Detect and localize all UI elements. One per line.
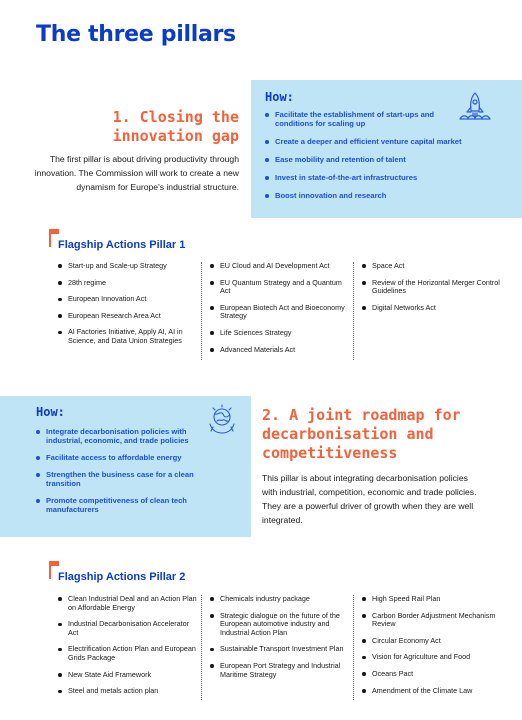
how-item: Boost innovation and research <box>265 191 465 200</box>
how-item: Promote competitiveness of clean tech manufacturers <box>36 496 206 514</box>
list-item: European Research Area Act <box>58 312 198 321</box>
page-title: The three pillars <box>36 22 236 47</box>
list-item: Steel and metals action plan <box>58 687 198 696</box>
list-item: Vision for Agriculture and Food <box>362 653 502 662</box>
pillar2-how-title: How: <box>36 405 65 419</box>
pillar1-heading <box>19 108 239 146</box>
flagship-pillar1-column3 <box>362 262 502 320</box>
pillar2-heading-line3: competitiveness <box>262 444 398 462</box>
how-item: Facilitate access to affordable energy <box>36 453 206 462</box>
column-divider <box>353 262 354 360</box>
flagship-pillar1-column1 <box>58 262 198 354</box>
how-item: Integrate decarbonisation policies with industrial, economic, and trade policies <box>36 427 206 445</box>
list-item: Start-up and Scale-up Strategy <box>58 262 198 271</box>
pillar1-heading-line2: innovation gap <box>112 127 239 145</box>
pillar1-how-list <box>265 110 465 209</box>
flagship-pillar2-column1 <box>58 595 198 704</box>
list-item: EU Cloud and AI Development Act <box>210 262 350 271</box>
how-item: Strengthen the business case for a clean transition <box>36 470 206 488</box>
pillar2-heading-line1: 2. A joint roadmap for <box>262 406 461 424</box>
list-item: Electrification Action Plan and European Grids Package <box>58 645 198 662</box>
list-item: European Port Strategy and Industrial Maritime Strategy <box>210 662 350 679</box>
list-item: New State Aid Framework <box>58 671 198 680</box>
list-item: Industrial Decarbonisation Accelerator Act <box>58 620 198 637</box>
flagship-pillar2-column2 <box>210 595 350 687</box>
pillar2-heading <box>262 406 502 463</box>
list-item: Chemicals industry package <box>210 595 350 604</box>
pillar1-heading-line1: 1. Closing the <box>112 108 239 126</box>
list-item: Review of the Horizontal Merger Control Guidelines <box>362 279 502 296</box>
list-item: European Innovation Act <box>58 295 198 304</box>
pillar1-how-title: How: <box>265 90 294 104</box>
column-divider <box>201 262 202 360</box>
flagship-pillar1-column2 <box>210 262 350 362</box>
column-divider <box>201 595 202 700</box>
column-divider <box>353 595 354 700</box>
list-item: High Speed Rail Plan <box>362 595 502 604</box>
pillar2-heading-line2: decarbonisation and <box>262 425 434 443</box>
flagship-pillar2-title: Flagship Actions Pillar 2 <box>58 571 186 583</box>
how-item: Ease mobility and retention of talent <box>265 155 465 164</box>
flagship-pillar2-column3 <box>362 595 502 703</box>
list-item: Oceans Pact <box>362 670 502 679</box>
list-item: European Biotech Act and Bioeconomy Strategy <box>210 304 350 321</box>
flagship-pillar1-title: Flagship Actions Pillar 1 <box>58 239 186 251</box>
rocket-icon <box>457 91 493 123</box>
how-item: Facilitate the establishment of start-ups and conditions for scaling up <box>265 110 465 128</box>
pillar2-how-list <box>36 427 206 522</box>
list-item: EU Quantum Strategy and a Quantum Act <box>210 279 350 296</box>
list-item: Circular Economy Act <box>362 637 502 646</box>
list-item: Carbon Border Adjustment Mechanism Review <box>362 612 502 629</box>
how-item: Invest in state-of-the-art infrastructures <box>265 173 465 182</box>
pillar2-description: This pillar is about integrating decarbonisation policies with industrial, competition, economic and trade policies. They are a powerful driver of growth when they are well integrated. <box>262 473 477 525</box>
globe-icon <box>206 404 238 436</box>
pillar1-description: The first pillar is about driving productivity through innovation. The Commission will work to create a new dynamism for Europe's industrial structure. <box>34 154 239 192</box>
list-item: Clean Industrial Deal and an Action Plan on Affordable Energy <box>58 595 198 612</box>
list-item: AI Factories Initiative, Apply AI, AI in Science, and Data Union Strategies <box>58 328 198 345</box>
list-item: Digital Networks Act <box>362 304 502 313</box>
list-item: Amendment of the Climate Law <box>362 687 502 696</box>
list-item: Advanced Materials Act <box>210 346 350 355</box>
list-item: Sustainable Transport Investment Plan <box>210 645 350 654</box>
how-item: Create a deeper and efficient venture capital market <box>265 137 465 146</box>
list-item: Strategic dialogue on the future of the European automotive industry and Industrial Action Plan <box>210 612 350 638</box>
list-item: 28th regime <box>58 279 198 288</box>
list-item: Space Act <box>362 262 502 271</box>
list-item: Life Sciences Strategy <box>210 329 350 338</box>
